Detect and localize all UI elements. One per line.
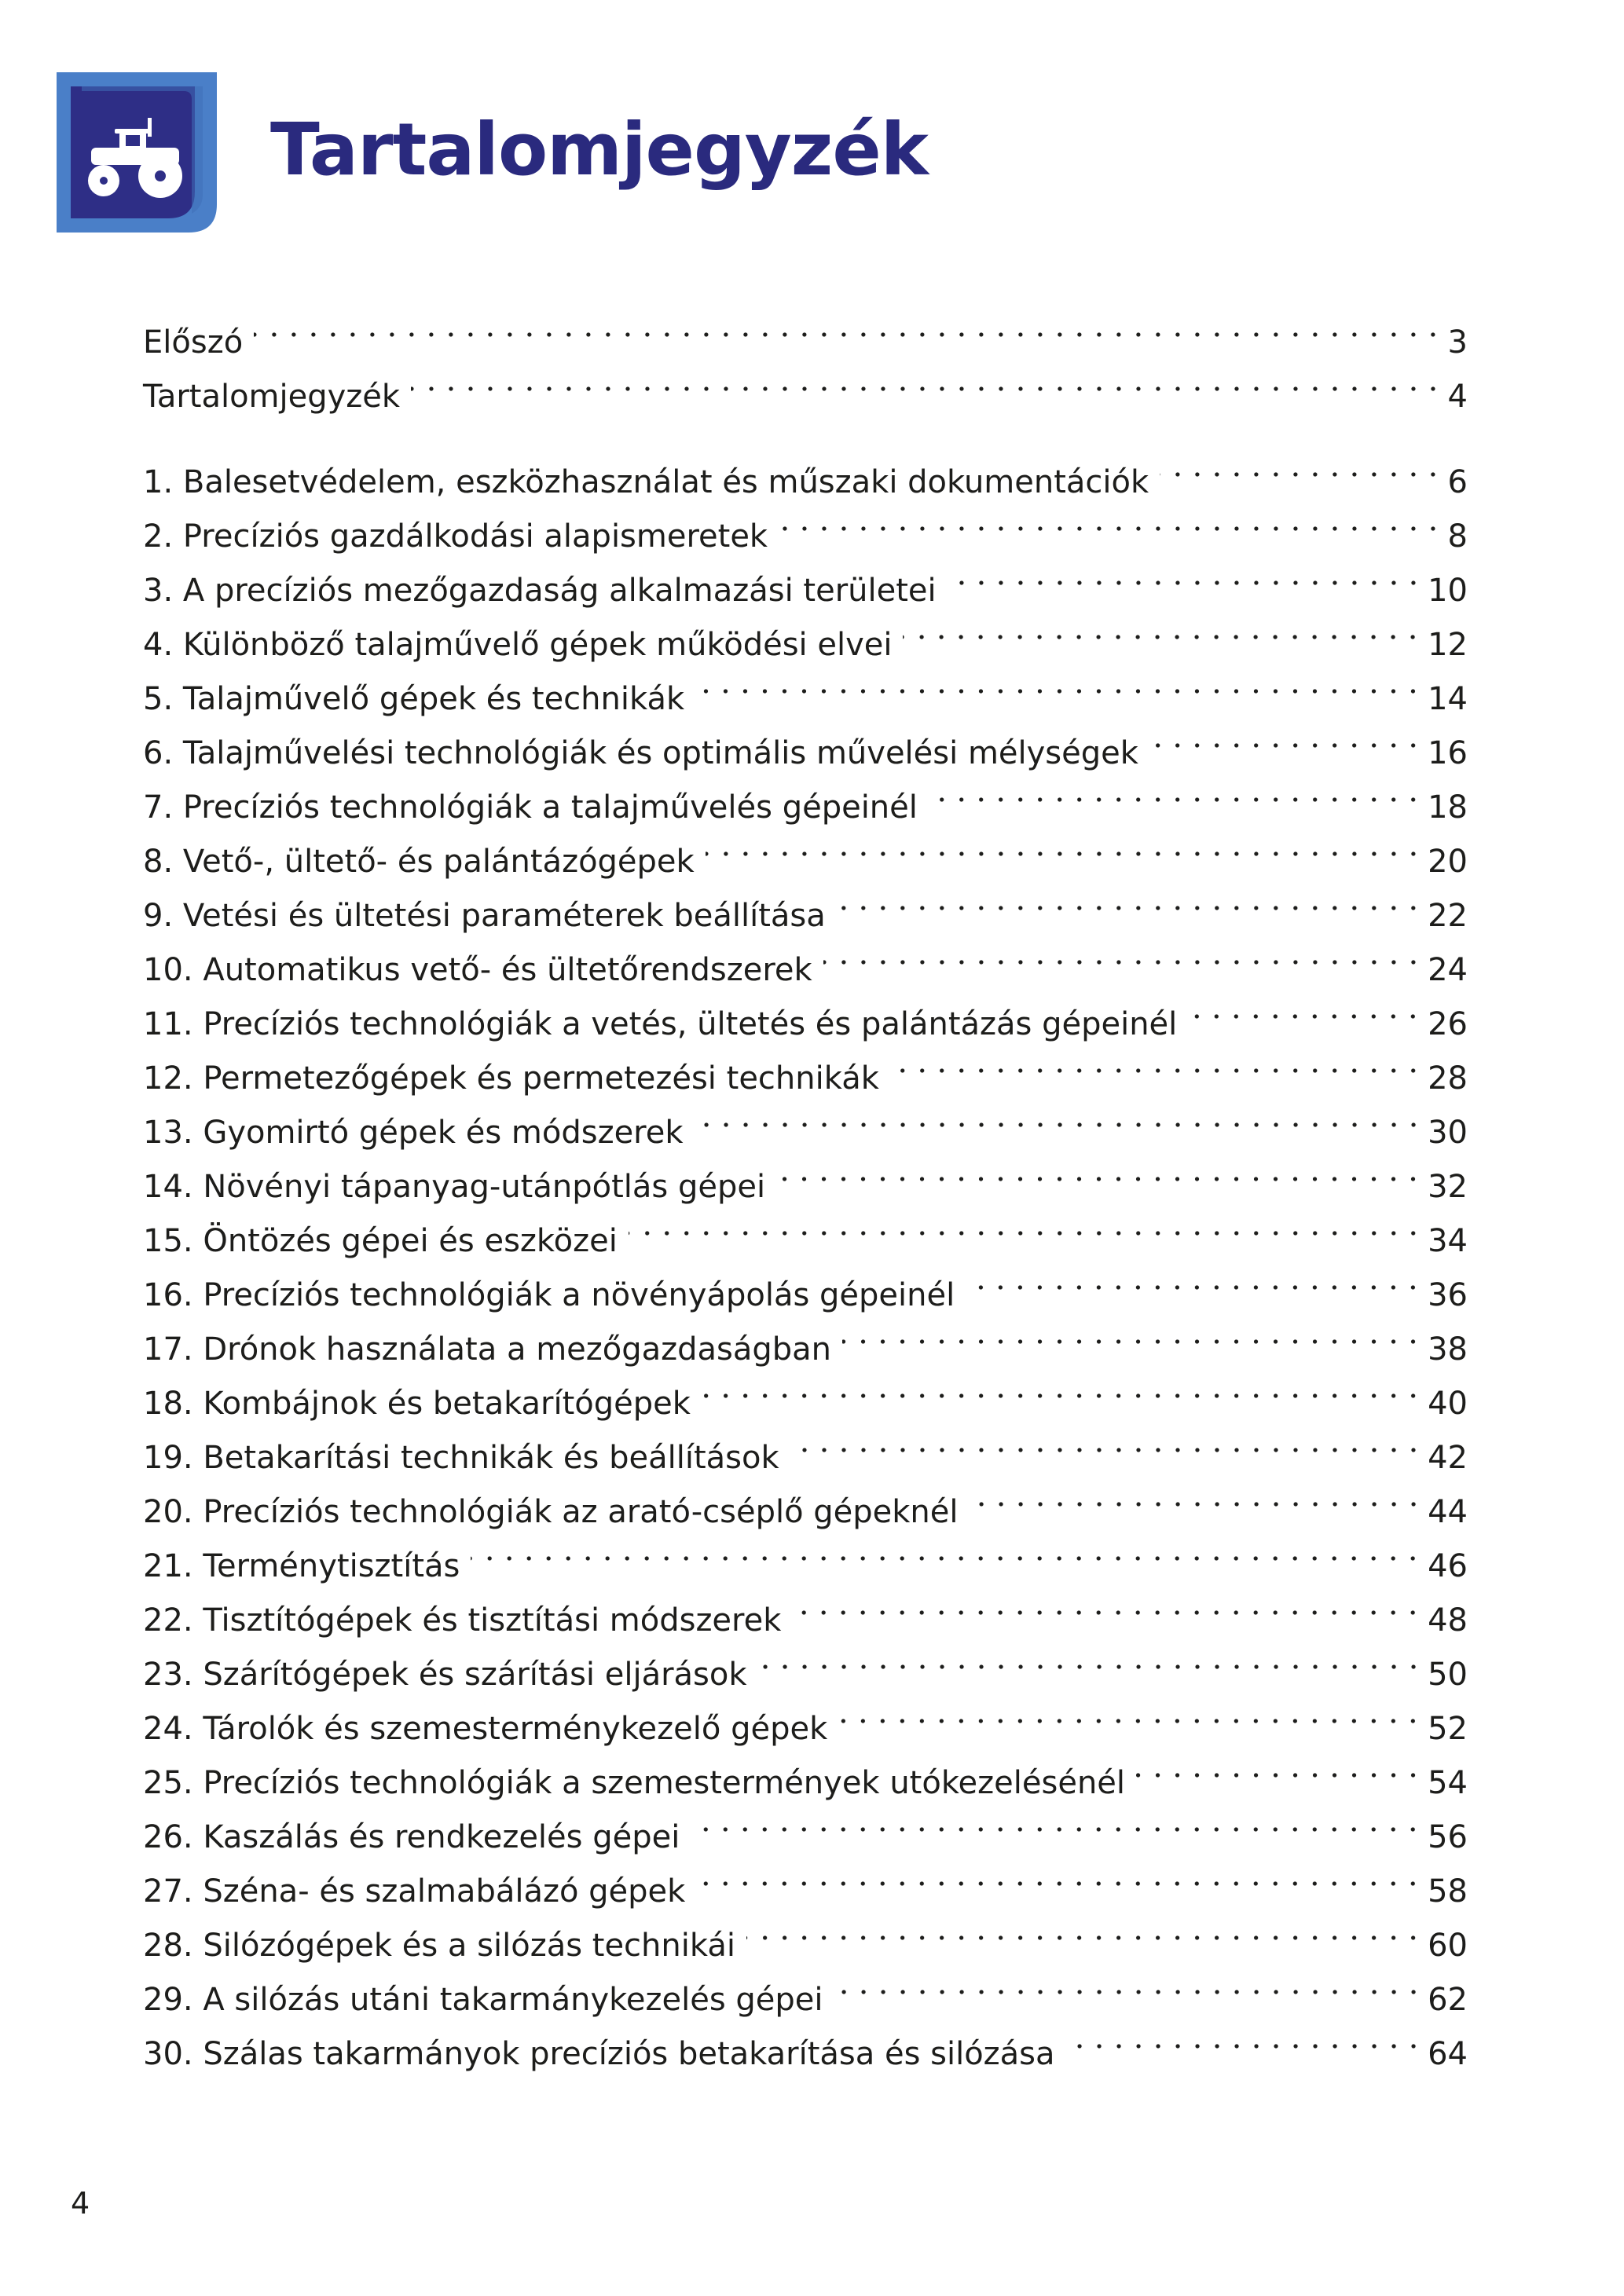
toc-entry-title: Tartalomjegyzék (143, 379, 401, 415)
toc-entry-title: 9. Vetési és ültetési paraméterek beállítása (143, 898, 826, 934)
toc-entry-title: 28. Silózógépek és a silózás technikái (143, 1928, 735, 1964)
toc-entry-page-number: 14 (1428, 681, 1468, 717)
toc-entry-page-number: 30 (1428, 1115, 1468, 1151)
toc-entry-title: Előszó (143, 324, 244, 361)
toc-entry-page-number: 20 (1428, 844, 1468, 880)
toc-entry-title: 19. Betakarítási technikák és beállítások (143, 1440, 779, 1476)
toc-entry-chapter[interactable] (143, 438, 1468, 500)
dot-leader (792, 1576, 1423, 1631)
dot-leader (779, 493, 1443, 547)
dot-leader (837, 872, 1423, 926)
tractor-icon (57, 72, 217, 233)
toc-entry-page-number: 64 (1428, 2036, 1468, 2072)
toc-entry-title: 30. Szálas takarmányok precíziós betakarítása és silózása (143, 2036, 1055, 2072)
toc-entry-page-number: 3 (1447, 324, 1468, 361)
toc-entry-page-number: 46 (1428, 1548, 1468, 1584)
dot-leader (629, 1197, 1423, 1251)
dot-leader (1160, 438, 1443, 493)
dot-leader (842, 1305, 1423, 1360)
dot-leader (1066, 2010, 1424, 2064)
toc-entry-page-number: 42 (1428, 1440, 1468, 1476)
table-of-contents (143, 298, 1468, 2072)
toc-entry-title: 18. Kombájnok és betakarítógépek (143, 1386, 691, 1422)
toc-entry-title: 23. Szárítógépek és szárítási eljárások (143, 1657, 747, 1693)
header (57, 72, 1549, 237)
toc-entry-title: 13. Gyomirtó gépek és módszerek (143, 1115, 684, 1151)
toc-entry-title: 1. Balesetvédelem, eszközhasználat és műszaki dokumentációk (143, 464, 1149, 500)
toc-entry-page-number: 40 (1428, 1386, 1468, 1422)
toc-entry-page-number: 62 (1428, 1982, 1468, 2018)
toc-entry-title: 27. Széna- és szalmabálázó gépek (143, 1873, 686, 1910)
toc-entry-title: 24. Tárolók és szemesterménykezelő gépek (143, 1711, 828, 1747)
dot-leader (966, 1251, 1423, 1305)
toc-entry-page-number: 36 (1428, 1277, 1468, 1313)
toc-entry-title: 7. Precíziós technológiák a talajművelés gépeinél (143, 789, 918, 826)
toc-entry-title: 20. Precíziós technológiák az arató-cséplő gépeknél (143, 1494, 959, 1530)
toc-entry-page-number: 48 (1428, 1602, 1468, 1639)
dot-leader (1136, 1739, 1423, 1793)
toc-entry-page-number: 44 (1428, 1494, 1468, 1530)
dot-leader (471, 1522, 1423, 1576)
toc-entry-title: 12. Permetezőgépek és permetezési technikák (143, 1060, 879, 1097)
dot-leader (691, 1793, 1423, 1847)
toc-entry-page-number: 54 (1428, 1765, 1468, 1801)
toc-entry-title: 21. Terménytisztítás (143, 1548, 460, 1584)
toc-entry-page-number: 8 (1447, 518, 1468, 555)
toc-entry-page-number: 24 (1428, 952, 1468, 988)
toc-entry-page-number: 32 (1428, 1169, 1468, 1205)
toc-entry-page-number: 26 (1428, 1006, 1468, 1042)
dot-leader (695, 1089, 1424, 1143)
dot-leader (903, 601, 1423, 655)
dot-leader (706, 818, 1423, 872)
dot-leader (790, 1414, 1423, 1468)
toc-entry-page-number: 4 (1447, 379, 1468, 415)
dot-leader (254, 298, 1443, 353)
toc-entry-title: 11. Precíziós technológiák a vetés, ültetés és palántázás gépeinél (143, 1006, 1178, 1042)
dot-leader (758, 1631, 1424, 1685)
dot-leader (746, 1902, 1423, 1956)
toc-entry-page-number: 56 (1428, 1819, 1468, 1855)
toc-entry-page-number: 12 (1428, 627, 1468, 663)
dot-leader (696, 1847, 1423, 1902)
toc-entry-title: 29. A silózás utáni takarmánykezelés gépei (143, 1982, 823, 2018)
dot-leader (411, 353, 1443, 407)
toc-entry-page-number: 16 (1428, 735, 1468, 771)
toc-entry-title: 14. Növényi tápanyag-utánpótlás gépei (143, 1169, 766, 1205)
toc-entry-title: 3. A precíziós mezőgazdaság alkalmazási területei (143, 573, 937, 609)
toc-entry-title: 4. Különböző talajművelő gépek működési elvei (143, 627, 893, 663)
toc-entry-page-number: 22 (1428, 898, 1468, 934)
dot-leader (834, 1956, 1424, 2010)
toc-entry-title: 5. Talajművelő gépek és technikák (143, 681, 685, 717)
dot-leader (702, 1360, 1423, 1414)
toc-entry-front-matter[interactable] (143, 298, 1468, 361)
page-title: Tartalomjegyzék (270, 108, 928, 192)
dot-leader (970, 1468, 1424, 1522)
toc-entry-title: 15. Öntözés gépei és eszközei (143, 1223, 618, 1259)
toc-entry-page-number: 60 (1428, 1928, 1468, 1964)
toc-entry-title: 8. Vető-, ültető- és palántázógépek (143, 844, 695, 880)
page-number: 4 (71, 2186, 90, 2221)
toc-entry-title: 10. Automatikus vető- és ültetőrendszerek (143, 952, 812, 988)
dot-leader (1188, 980, 1423, 1034)
dot-leader (776, 1143, 1423, 1197)
toc-entry-page-number: 18 (1428, 789, 1468, 826)
toc-entry-title: 17. Drónok használata a mezőgazdaságban (143, 1331, 832, 1368)
dot-leader (823, 926, 1423, 980)
toc-entry-page-number: 52 (1428, 1711, 1468, 1747)
toc-entry-page-number: 10 (1428, 573, 1468, 609)
toc-entry-page-number: 58 (1428, 1873, 1468, 1910)
toc-entry-title: 26. Kaszálás és rendkezelés gépei (143, 1819, 680, 1855)
toc-entry-title: 25. Precíziós technológiák a szemestermények utókezelésénél (143, 1765, 1126, 1801)
dot-leader (838, 1685, 1423, 1739)
toc-entry-title: 22. Tisztítógépek és tisztítási módszerek (143, 1602, 782, 1639)
toc-entry-page-number: 38 (1428, 1331, 1468, 1368)
toc-entry-title: 16. Precíziós technológiák a növényápolás gépeinél (143, 1277, 955, 1313)
toc-entry-page-number: 34 (1428, 1223, 1468, 1259)
toc-entry-page-number: 50 (1428, 1657, 1468, 1693)
dot-leader (929, 764, 1423, 818)
toc-entry-title: 2. Precíziós gazdálkodási alapismeretek (143, 518, 768, 555)
dot-leader (1149, 709, 1423, 764)
toc-entry-page-number: 6 (1447, 464, 1468, 500)
toc-entry-title: 6. Talajművelési technológiák és optimális művelési mélységek (143, 735, 1138, 771)
dot-leader (695, 655, 1423, 709)
dot-leader (890, 1034, 1423, 1089)
toc-entry-page-number: 28 (1428, 1060, 1468, 1097)
toc-entry-front-matter[interactable] (143, 353, 1468, 415)
dot-leader (948, 547, 1423, 601)
